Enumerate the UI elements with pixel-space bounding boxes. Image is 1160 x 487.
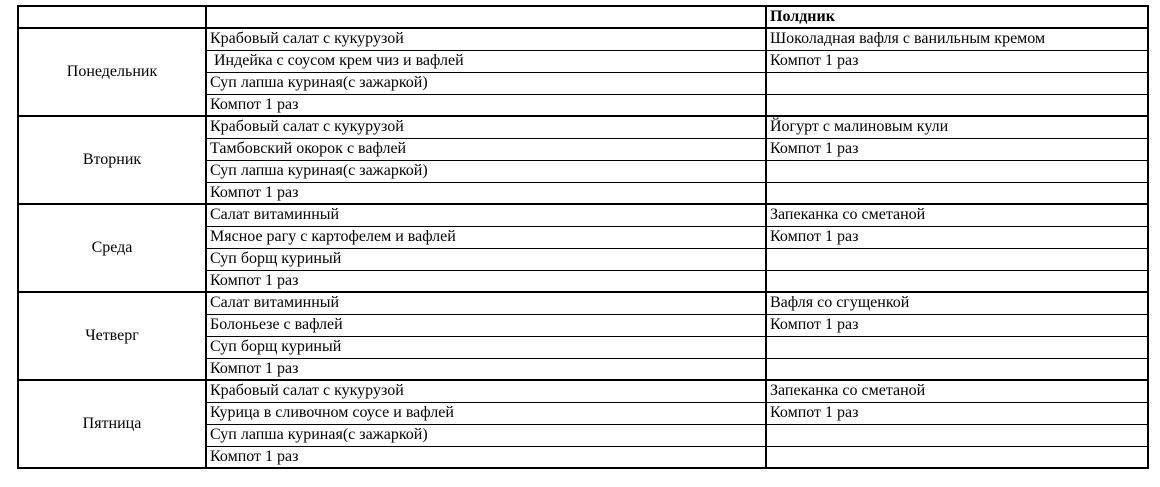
dish-cell: Компот 1 раз [206,94,766,116]
snack-cell [766,446,1148,468]
table-row [18,292,1148,314]
snack-cell: Компот 1 раз [766,314,1148,336]
header-day-cell [18,6,206,28]
snack-cell: Компот 1 раз [766,138,1148,160]
dish-cell: Компот 1 раз [206,358,766,380]
dish-cell: Суп лапша куриная(с зажаркой) [206,424,766,446]
dish-cell: Компот 1 раз [206,182,766,204]
dish-cell: Суп борщ куриный [206,248,766,270]
header-snack-cell: Полдник [766,6,1148,28]
header-row [18,6,1148,28]
snack-cell [766,182,1148,204]
weekly-menu-table [17,5,1149,469]
dish-cell: Суп борщ куриный [206,336,766,358]
table-row [18,28,1148,50]
table-row [18,380,1148,402]
dish-cell: Мясное рагу с картофелем и вафлей [206,226,766,248]
snack-cell [766,248,1148,270]
snack-cell: Шоколадная вафля с ванильным кремом [766,28,1148,50]
header-dishes-cell [206,6,766,28]
dish-cell: Курица в сливочном соусе и вафлей [206,402,766,424]
table-row [18,116,1148,138]
dish-cell: Суп лапша куриная(с зажаркой) [206,160,766,182]
dish-cell: Индейка с соусом крем чиз и вафлей [206,50,766,72]
snack-cell: Компот 1 раз [766,226,1148,248]
day-cell-thursday: Четверг [18,292,206,380]
table-row [18,204,1148,226]
dish-cell: Болоньезе с вафлей [206,314,766,336]
dish-cell: Крабовый салат с кукурузой [206,380,766,402]
dish-cell: Крабовый салат с кукурузой [206,116,766,138]
snack-cell [766,358,1148,380]
snack-cell: Йогурт с малиновым кули [766,116,1148,138]
dish-cell: Тамбовский окорок с вафлей [206,138,766,160]
snack-cell: Вафля со сгущенкой [766,292,1148,314]
dish-cell: Салат витаминный [206,204,766,226]
snack-cell [766,424,1148,446]
dish-cell: Компот 1 раз [206,270,766,292]
snack-cell [766,336,1148,358]
snack-cell [766,160,1148,182]
snack-cell [766,94,1148,116]
day-cell-friday: Пятница [18,380,206,468]
snack-cell [766,270,1148,292]
dish-cell: Салат витаминный [206,292,766,314]
day-cell-wednesday: Среда [18,204,206,292]
snack-cell: Запеканка со сметаной [766,204,1148,226]
day-cell-tuesday: Вторник [18,116,206,204]
dish-cell: Крабовый салат с кукурузой [206,28,766,50]
snack-cell [766,72,1148,94]
dish-cell: Суп лапша куриная(с зажаркой) [206,72,766,94]
snack-cell: Запеканка со сметаной [766,380,1148,402]
snack-cell: Компот 1 раз [766,402,1148,424]
dish-cell: Компот 1 раз [206,446,766,468]
day-cell-monday: Понедельник [18,28,206,116]
snack-cell: Компот 1 раз [766,50,1148,72]
